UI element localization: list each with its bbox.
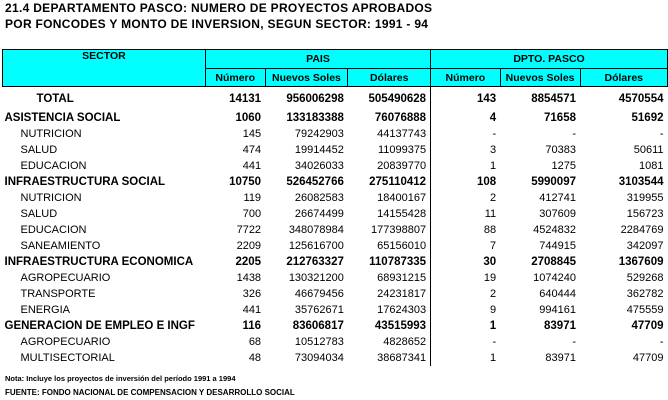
- value-cell: 1275: [551, 160, 576, 172]
- table-body: [3, 87, 668, 367]
- table-row: [3, 158, 668, 174]
- value-cell: 38687341: [348, 350, 431, 366]
- value-cell: 43515993: [348, 318, 431, 334]
- value-cell: 1074240: [533, 272, 576, 284]
- header-pais-numero: Número: [205, 69, 265, 87]
- value-cell: 83606817: [292, 320, 344, 332]
- value-cell: 79242903: [294, 128, 344, 140]
- value-cell: 348078984: [288, 224, 344, 236]
- value-cell: 362782: [626, 288, 664, 300]
- value-cell: 994161: [539, 304, 576, 316]
- sector-cell: NUTRICION: [20, 192, 82, 204]
- value-cell: 20839770: [348, 158, 431, 174]
- value-cell: 44137743: [348, 126, 431, 142]
- value-cell: 26082583: [294, 192, 344, 204]
- header-sector: SECTOR: [3, 50, 206, 87]
- value-cell: -: [492, 128, 497, 140]
- value-cell: 83971: [544, 320, 576, 332]
- value-cell: 3: [490, 144, 497, 156]
- value-cell: 5990097: [531, 176, 576, 188]
- sector-cell: EDUCACION: [20, 160, 87, 172]
- value-cell: 4828652: [348, 334, 431, 350]
- table-row: [3, 142, 668, 158]
- value-cell: 2708845: [531, 256, 576, 268]
- value-cell: 275110412: [348, 174, 431, 190]
- value-cell: 10750: [229, 176, 262, 188]
- sector-cell: ASISTENCIA SOCIAL: [4, 112, 121, 124]
- value-cell: 108: [476, 176, 497, 188]
- value-cell: 76076888: [348, 110, 431, 126]
- value-cell: 133183388: [286, 112, 344, 124]
- value-cell: 47709: [631, 320, 664, 332]
- sector-cell: SALUD: [20, 208, 58, 220]
- value-cell: 529268: [626, 272, 664, 284]
- group-row: [3, 318, 668, 334]
- table-row: [3, 286, 668, 302]
- value-cell: -: [492, 336, 497, 348]
- value-cell: 307609: [539, 208, 576, 220]
- group-row: [3, 254, 668, 270]
- value-cell: 46679456: [294, 288, 344, 300]
- value-cell: -: [659, 128, 664, 140]
- table-row: [3, 334, 668, 350]
- value-cell: 88: [483, 224, 497, 236]
- value-cell: 3103544: [618, 176, 664, 188]
- value-cell: 1: [489, 320, 497, 332]
- value-cell: -: [572, 336, 576, 348]
- sector-cell: SALUD: [20, 144, 58, 156]
- value-cell: 2: [490, 288, 497, 300]
- sector-cell: EDUCACION: [20, 224, 87, 236]
- value-cell: 17624303: [348, 302, 431, 318]
- table-row: [3, 270, 668, 286]
- value-cell: 18400167: [348, 190, 431, 206]
- value-cell: 50611: [633, 144, 664, 156]
- group-row: [3, 174, 668, 190]
- value-cell: 1060: [235, 112, 262, 124]
- value-cell: 1: [490, 160, 497, 172]
- header-pais: PAIS: [205, 50, 430, 69]
- value-cell: 212763327: [286, 256, 344, 268]
- header-pais-dolares: Dólares: [348, 69, 431, 87]
- sector-cell: ENERGIA: [20, 304, 71, 316]
- value-cell: 83971: [545, 352, 576, 364]
- total-row: [3, 87, 668, 111]
- value-cell: 4524832: [533, 224, 576, 236]
- value-cell: 10512783: [294, 336, 344, 348]
- value-cell: 19914452: [294, 144, 344, 156]
- value-cell: 505490628: [348, 87, 431, 111]
- value-cell: 125616700: [288, 240, 344, 252]
- value-cell: 744915: [539, 240, 576, 252]
- value-cell: 1438: [236, 272, 262, 284]
- sector-cell: MULTISECTORIAL: [20, 352, 115, 364]
- value-cell: 110787335: [348, 254, 431, 270]
- value-cell: 1: [490, 352, 497, 364]
- value-cell: 9: [490, 304, 497, 316]
- value-cell: 130321200: [288, 272, 344, 284]
- value-cell: 700: [242, 208, 262, 220]
- value-cell: 34026033: [294, 160, 344, 172]
- table-row: [3, 350, 668, 366]
- value-cell: 640444: [539, 288, 576, 300]
- sector-cell: TRANSPORTE: [20, 288, 96, 300]
- table-row: [3, 206, 668, 222]
- table-row: [3, 190, 668, 206]
- value-cell: 35762671: [294, 304, 344, 316]
- value-cell: 119: [243, 192, 262, 204]
- value-cell: 47709: [632, 352, 664, 364]
- data-table: [2, 49, 668, 366]
- value-cell: 526452766: [286, 176, 344, 188]
- value-cell: 116: [242, 320, 262, 332]
- header-pais-nuevos-soles: Nuevos Soles: [265, 69, 348, 87]
- value-cell: 4: [489, 112, 497, 124]
- value-cell: 441: [242, 160, 262, 172]
- sector-cell: INFRAESTRUCTURA ECONOMICA: [4, 256, 194, 268]
- sector-cell: INFRAESTRUCTURA SOCIAL: [4, 176, 166, 188]
- table-row: [3, 302, 668, 318]
- header-dpto-pasco: DPTO. PASCO: [431, 50, 668, 69]
- value-cell: 24231817: [348, 286, 431, 302]
- value-cell: 441: [242, 304, 262, 316]
- value-cell: 19: [483, 272, 497, 284]
- value-cell: 73094034: [294, 352, 344, 364]
- value-cell: 26674499: [294, 208, 344, 220]
- value-cell: 4570554: [618, 92, 664, 105]
- value-cell: 7722: [236, 224, 262, 236]
- value-cell: 412741: [539, 192, 576, 204]
- table-row: [3, 126, 668, 142]
- value-cell: 48: [248, 352, 262, 364]
- group-row: [3, 110, 668, 126]
- sector-cell: AGROPECUARIO: [20, 336, 111, 348]
- value-cell: 2284769: [620, 224, 664, 236]
- sector-cell: GENERACION DE EMPLEO E INGF: [4, 320, 195, 332]
- table-row: [3, 238, 668, 254]
- value-cell: 14155428: [348, 206, 431, 222]
- header-dpto-numero: Número: [431, 69, 501, 87]
- value-cell: 30: [483, 256, 497, 268]
- source-line: FUENTE: FONDO NACIONAL DE COMPENSACION Y DESARROLLO SOCIAL: [5, 388, 295, 397]
- value-cell: 70383: [545, 144, 576, 156]
- value-cell: 68: [248, 336, 262, 348]
- table-header: [3, 50, 668, 87]
- header-dpto-dolares: Dólares: [580, 69, 668, 87]
- value-cell: 11099375: [348, 142, 431, 158]
- value-cell: 8854571: [531, 92, 576, 105]
- sector-cell: SANEAMIENTO: [20, 240, 101, 252]
- footnote: Nota: Incluye los proyectos de inversión del período 1991 a 1994: [5, 374, 236, 383]
- value-cell: 68931215: [348, 270, 431, 286]
- table-title-line-2: POR FONCODES Y MONTO DE INVERSION, SEGUN SECTOR: 1991 - 94: [5, 17, 429, 31]
- value-cell: 1081: [639, 160, 664, 172]
- value-cell: 956006298: [286, 92, 344, 105]
- value-cell: -: [572, 128, 576, 140]
- value-cell: 177398807: [348, 222, 431, 238]
- value-cell: 1367609: [618, 256, 664, 268]
- value-cell: 2205: [235, 256, 262, 268]
- value-cell: 65156010: [348, 238, 431, 254]
- value-cell: 145: [242, 128, 262, 140]
- value-cell: 474: [242, 144, 262, 156]
- value-cell: 14131: [229, 92, 262, 105]
- value-cell: 2: [490, 192, 497, 204]
- value-cell: 2209: [236, 240, 262, 252]
- value-cell: 156723: [626, 208, 664, 220]
- sector-cell: NUTRICION: [20, 128, 82, 140]
- table-title-line-1: 21.4 DEPARTAMENTO PASCO: NUMERO DE PROYECTOS APROBADOS: [5, 1, 433, 15]
- table-row: [3, 222, 668, 238]
- header-dpto-nuevos-soles: Nuevos Soles: [500, 69, 580, 87]
- value-cell: 71658: [544, 112, 576, 124]
- value-cell: 11: [484, 208, 497, 220]
- value-cell: 342097: [626, 240, 664, 252]
- value-cell: -: [659, 336, 664, 348]
- value-cell: 475559: [626, 304, 664, 316]
- sector-cell: TOTAL: [36, 92, 74, 105]
- value-cell: 326: [242, 288, 262, 300]
- value-cell: 143: [476, 92, 497, 105]
- value-cell: 51692: [631, 112, 664, 124]
- value-cell: 7: [490, 240, 497, 252]
- sector-cell: AGROPECUARIO: [20, 272, 111, 284]
- value-cell: 319955: [626, 192, 664, 204]
